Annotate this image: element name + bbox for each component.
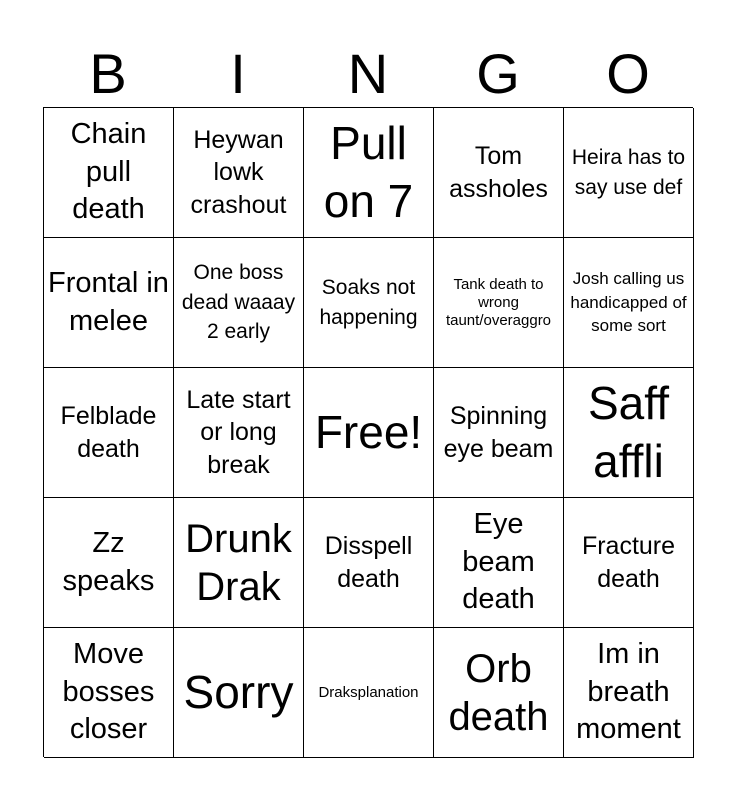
bingo-cell-r5c2[interactable] [174,628,304,758]
cell-text: Spinning eye beam [443,402,554,463]
bingo-cell-r4c4[interactable] [434,498,564,628]
bingo-cell-r1c2[interactable] [174,108,304,238]
cell-text: Pull on 7 [323,117,414,227]
cell-text: Frontal in melee [48,266,169,337]
bingo-cell-r1c5[interactable] [564,108,694,238]
cell-text: Free! [314,405,423,458]
cell-text: Tank death to wrong taunt/overaggro [445,275,552,329]
cell-text: Disspell death [324,532,413,593]
cell-text: Late start or long break [186,385,291,479]
bingo-cell-r2c2[interactable] [174,238,304,368]
cell-text: Felblade death [60,402,157,463]
bingo-cell-r5c5[interactable] [564,628,694,758]
bingo-cell-r1c1[interactable] [44,108,174,238]
header-letter-o: O [606,42,650,105]
bingo-cell-r2c5[interactable] [564,238,694,368]
bingo-cell-r3c3[interactable] [304,368,434,498]
cell-text: Heywan lowk crashout [190,125,287,219]
bingo-cell-r2c1[interactable] [44,238,174,368]
bingo-cell-r1c4[interactable] [434,108,564,238]
bingo-header [43,40,693,108]
header-letter-i: I [230,42,246,105]
cell-text: Move bosses closer [62,637,155,746]
cell-text: Soaks not happening [319,276,418,329]
bingo-cell-r1c3[interactable] [304,108,434,238]
cell-text: Eye beam death [462,507,535,616]
cell-text: Josh calling us handicapped of some sort [570,268,687,336]
cell-text: Zz speaks [62,526,155,597]
bingo-cell-r3c1[interactable] [44,368,174,498]
bingo-cell-r2c3[interactable] [304,238,434,368]
cell-text: Orb death [448,646,549,739]
cell-text: Fracture death [581,532,676,593]
cell-text: One boss dead waaay 2 early [181,261,296,344]
bingo-cell-r2c4[interactable] [434,238,564,368]
header-letter-g: G [476,42,520,105]
cell-text: Heira has to say use def [571,146,686,199]
bingo-cell-r3c2[interactable] [174,368,304,498]
cell-text: Tom assholes [449,142,548,203]
bingo-cell-r5c4[interactable] [434,628,564,758]
bingo-cell-r5c1[interactable] [44,628,174,758]
cell-text: Drunk Drak [185,516,292,609]
header-letter-b: B [89,42,127,105]
bingo-cell-r3c5[interactable] [564,368,694,498]
bingo-board [43,107,693,757]
bingo-cell-r5c3[interactable] [304,628,434,758]
bingo-cell-r4c5[interactable] [564,498,694,628]
bingo-cell-r4c3[interactable] [304,498,434,628]
header-letter-n: N [347,42,389,105]
cell-text: Saff affli [588,377,669,487]
cell-text: Chain pull death [70,117,147,226]
cell-text: Draksplanation [318,683,419,701]
cell-text: Im in breath moment [576,637,681,746]
bingo-cell-r4c2[interactable] [174,498,304,628]
cell-text: Sorry [183,665,294,718]
bingo-cell-r4c1[interactable] [44,498,174,628]
bingo-cell-r3c4[interactable] [434,368,564,498]
